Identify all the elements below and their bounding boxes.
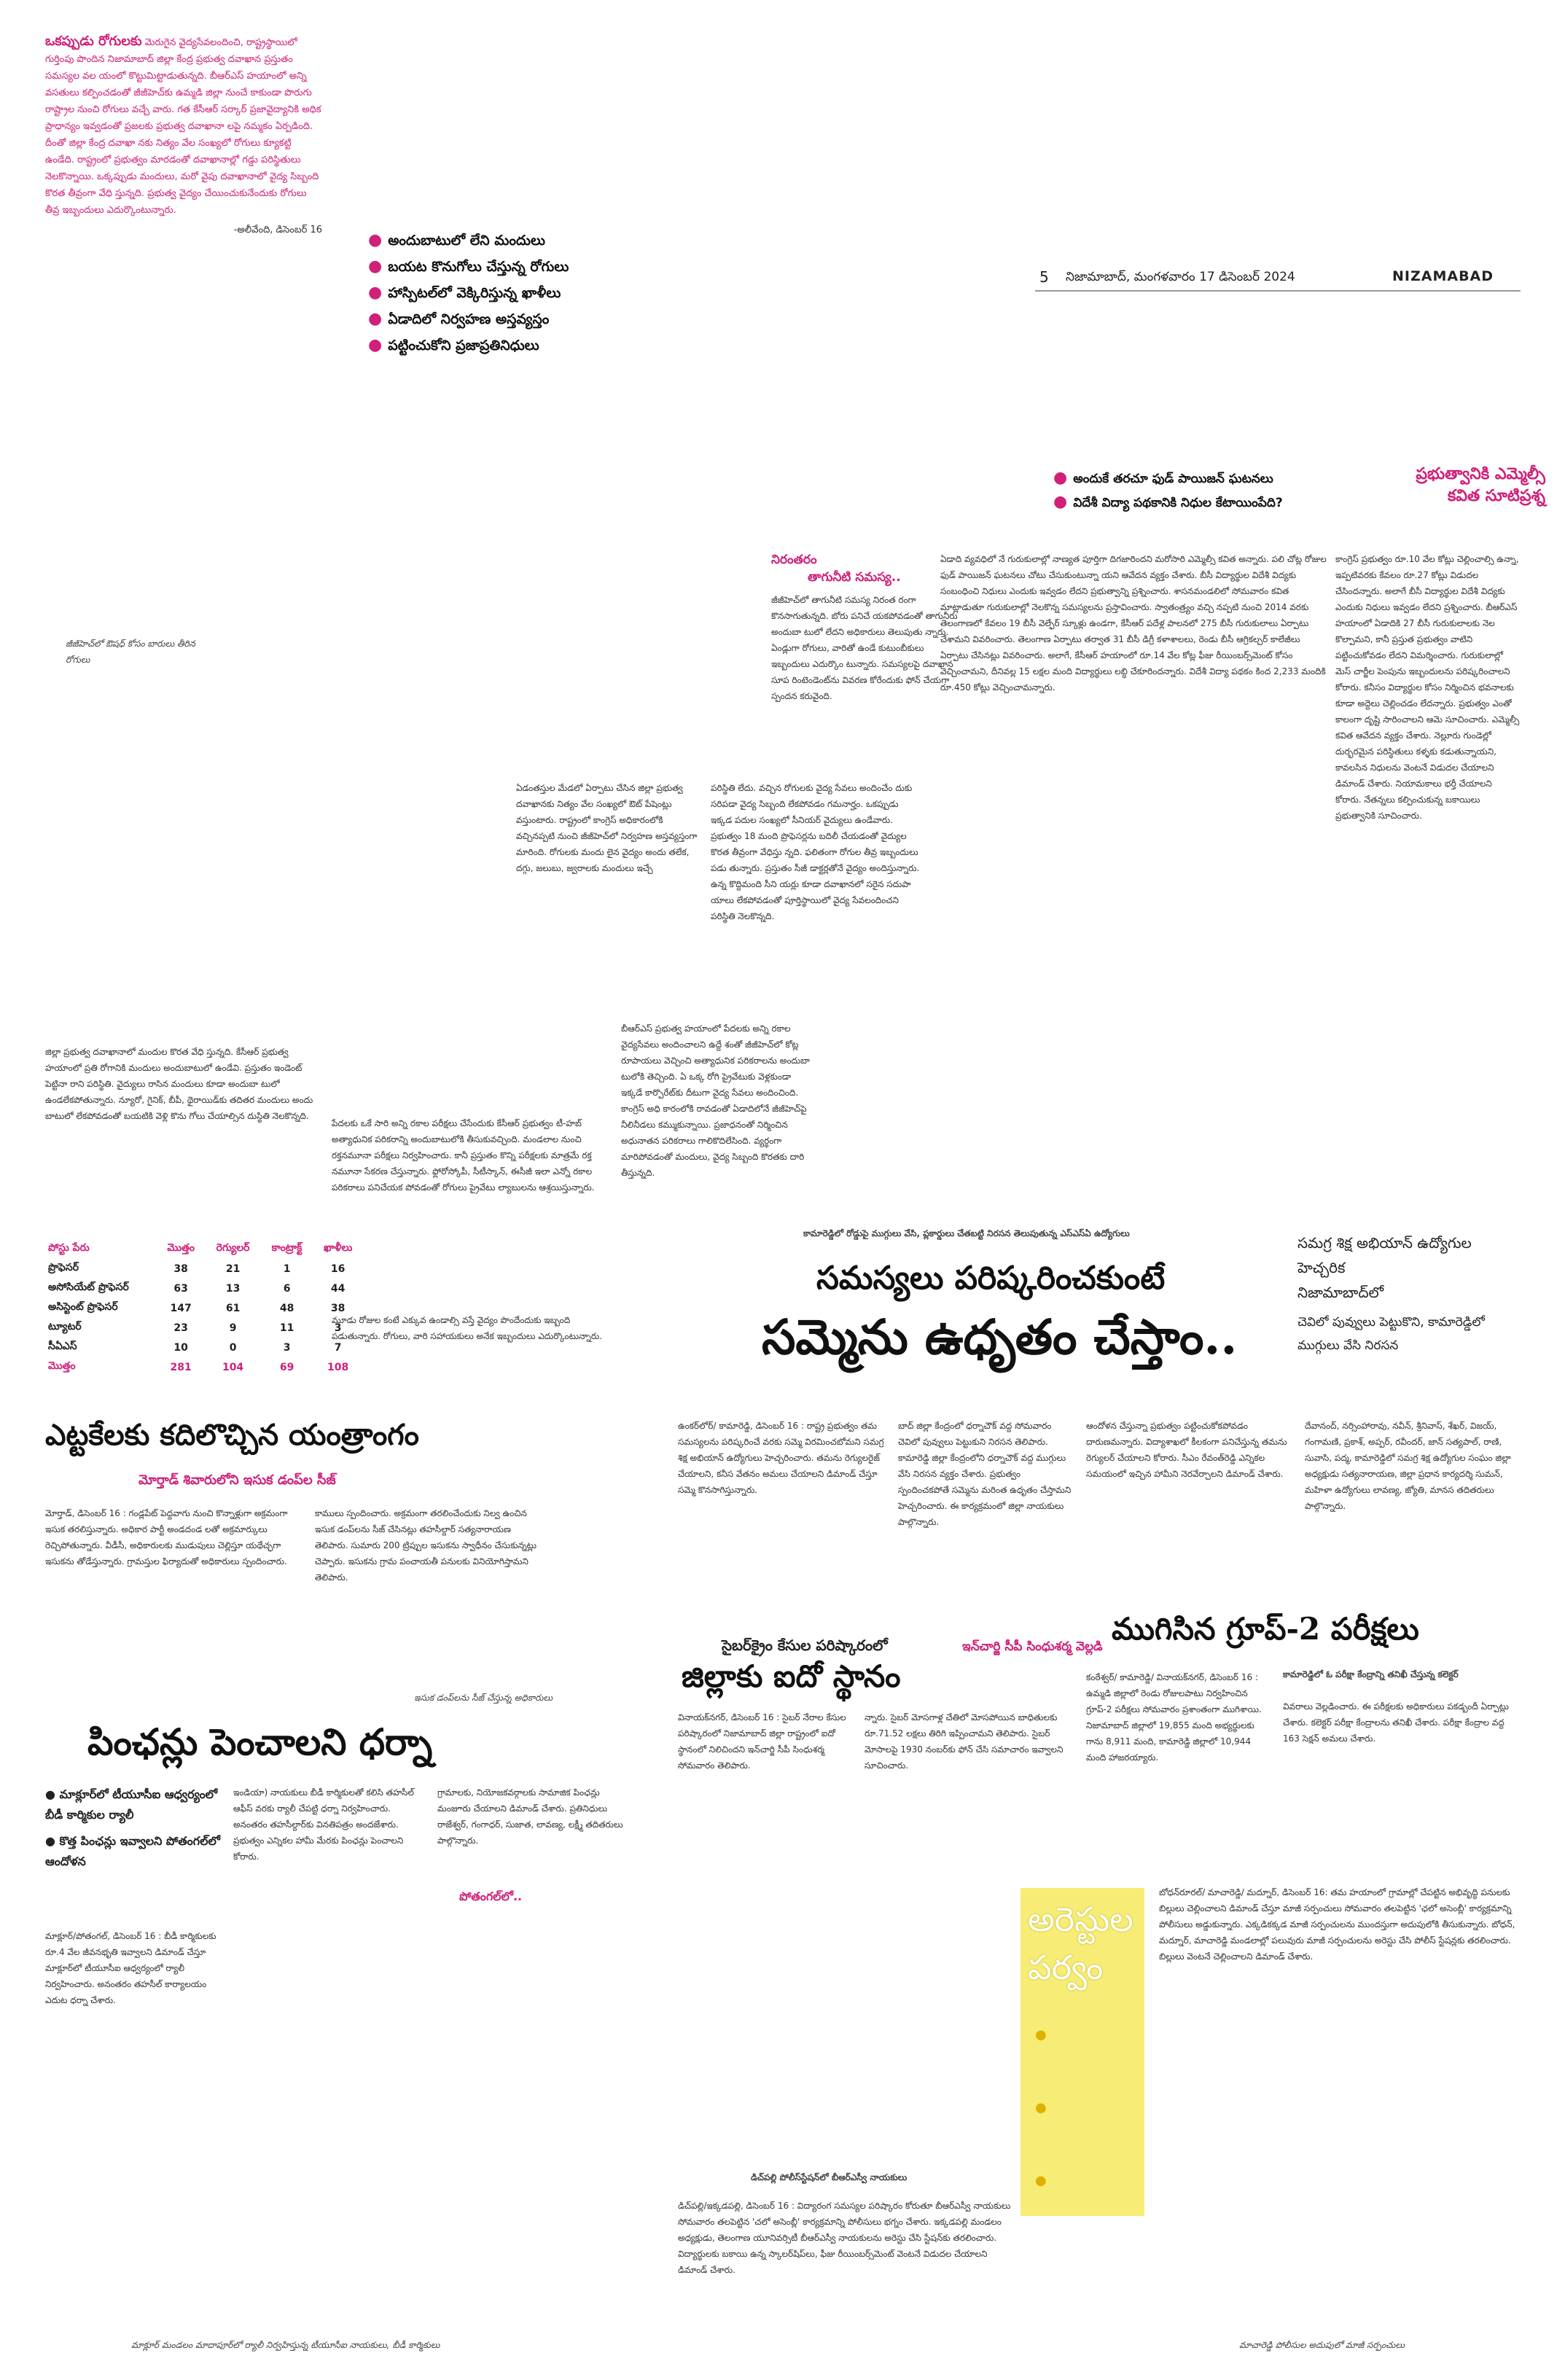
hospital-col-f: మూడు రోజుల కంటే ఎక్కువ ఉండాల్సి వస్తే వైద్యం పొందేందుకు ఇబ్బంది పడుతున్నారు. రోగులు, వారి సహాయకులు అనేక ఇబ్బందులు ఎదుర్కొంటున్నారు.: [332, 1315, 602, 1341]
intro-byline: -అలీవేంది, డిసెంబర్ 16: [233, 225, 322, 235]
intro-block: [45, 33, 322, 238]
arrests-headline-box: [1021, 1888, 1144, 2216]
table-row: [42, 1259, 363, 1279]
samagra-photo-caption: కామారెడ్డిలో రోడ్డుపై ముగ్గులు వేసి, ప్లకార్డులు చేతబట్టి నిరసన తెలుపుతున్న ఎస్ఎస్ఏ ఉద్యోగులు: [803, 1228, 1130, 1238]
mlc-body-col3: కాంగ్రెస్ ప్రభుత్వం రూ.10 వేల కోట్లు చెల్లించాల్సి ఉన్నా, ఇప్పటివరకు కేవలం రూ.27 కోట్లు విడుదల చేసిందన్నారు. అలాగే బీసీ విద్యార్థుల విదేశీ విద్యకు ఎందుకు నిధులు ఇవ్వడం లేదని ప్రశ్నించారు. బీఆర్ఎస్ హయాంలో ఏడాదికి 27 బీసీ గురుకులాలకు నెల కొల్పామని, కానీ ప్రస్తుత ప్రభుత్వం వాటిని పట్టించుకోవడం లేదని విమర్శించారు. గురుకులాల్లో మెస్ చార్జీల పెంపును ఇబ్బందులను పరిష్కరించాలని కోరారు. కనీసం విద్యార్థుల కోసం నిర్మించిన భవనాలకు కూడా అద్దెలు చెల్లించడం లేదన్నారు. ప్రభుత్వం ఎంతో కాలంగా దృష్టి సారించాలని ఆమె సూచించారు. ఎమ్మెల్సీ కవిత ఆవేదన వ్యక్తం చేశారు. నెల్లూరు గుండెల్లో దుర్భరమైన పరిస్థితులు కళ్ళకు కడుతున్నాయని, కావలసిన నిధులను వెంటనే విడుదల చేయాలని డిమాండ్ చేశారు. నియామకాలు భర్తీ చేయాలని కోరారు. నేతన్నలు కల్పించుకున్న బకాయిలు ప్రభుత్వానికి సూచించారు.: [1335, 554, 1520, 821]
pension-photo-caption: మాక్లూర్ మండలం మాదాపూర్‌లో ర్యాలీ నిర్వహిస్తున్న టీయూసీఐ నాయకులు, బీడీ కార్మికులు: [131, 2340, 440, 2350]
table-cell: 147: [170, 1302, 192, 1314]
group2-headline: ముగిసిన గ్రూప్-2 పరీక్షలు: [1112, 1611, 1419, 1647]
samagra-side-3: చెవిలో పువ్వులు పెట్టుకొని, కామారెడ్డిలో ముగ్గులు వేసి నిరసన: [1298, 1315, 1485, 1353]
water-body: జీజీహెచ్‌లో తాగునీటి సమస్య నిరంత రంగా కొనసాగుతున్నది. బోరు పనిచే యకపోవడంతో తాగునీరు అందుబా టులో లేదని అధికారులు తెలుపుతు న్నారు. ఏండ్లుగా రోగులు, వారితో ఉండే కుటుంబీకులు ఇబ్బందులు ఎదుర్కొం టున్నారు. సమస్యలపై దవాఖాన సూప రింటెండెంట్‌ను వివరణ కోరేందుకు ఫోన్ చేయగా స్పందన కరువైంది.: [771, 595, 958, 701]
arrests-headline: అరెస్టుల పర్వం: [1028, 1900, 1133, 1987]
intro-text: మెరుగైన వైద్యసేవలందించి, రాష్ట్రస్థాయిలో గుర్తింపు పొందిన నిజామాబాద్ జిల్లా కేంద్ర ప్రభుత్వ దవాఖాన ప్రస్తుతం సమస్యల వల యంలో కొట్టుమిట్టాడుతున్నది. బీఆర్ఎస్ హయాంలో అన్ని వసతులు కల్పించడంతో జీజీహెచ్‌కు ఉమ్మడి జిల్లా నుంచే కాకుండా పొరుగు రాష్ట్రాల నుంచి రోగులు వచ్చే వారు. గత కేసీఆర్ సర్కార్ ప్రజావైద్యానికి అధిక ప్రాధాన్యం ఇవ్వడంతో ప్రజలకు ప్రభుత్వ దవాఖానా లపై నమ్మకం ఏర్పడింది. దీంతో జిల్లా కేంద్ర దవాఖా నకు నిత్యం వేల సంఖ్యలో రోగులు క్యూకట్టి ఉండేది. రాష్ట్రంలో ప్రభుత్వం మారడంతో దవాఖానాల్లో గడ్డు పరిస్థితులు నెలకొన్నాయి. ఒక్కప్పుడు మందులు, మరో వైపు దవాఖానాలో వైద్య సిబ్బంది కొరత తీవ్రంగా వేధి స్తున్నది. ప్రభుత్వ వైద్యం చేయించుకునేందుకు రోగులు తీవ్ర ఇబ్బందులు ఎదుర్కొంటున్నారు.: [45, 37, 321, 216]
page-number: 5: [1039, 268, 1049, 286]
bullet-item: ● బయట కొనుగోలు చేస్తున్న రోగులు: [368, 257, 569, 276]
pension-body-3: గ్రామాలకు, నియోజకవర్గాలకు సామాజిక పింఛన్లు మంజూరు చేయాలని డిమాండ్ చేశారు. ప్రతినిధులు రాజేశ్వర్, గంగాధర్, సుజాత, లావణ్య, లక్ష్మీ తదితరులు పాల్గొన్నారు.: [437, 1787, 623, 1846]
hospital-col-b: పరిస్థితి లేదు. వచ్చిన రోగులకు వైద్య సేవలు అందించేం దుకు సరిపడా వైద్య సిబ్బంది లేకపోవడం గమనార్హం. ఒకప్పుడు ఇక్కడ పదుల సంఖ్యలో సీనియర్ వైద్యులు ఉండేవారు. ప్రభుత్వం 18 మంది ప్రొఫెసర్లను బదిలీ చేయడంతో వైద్యుల కొరత తీవ్రంగా వేధిస్తు న్నది. ఫలితంగా రోగుల తీవ్ర ఇబ్బందులు పడు తున్నారు. ప్రస్తుతం సీజీ డాక్టర్లతోనే వైద్యం అందిస్తున్నారు. ఉన్న కొద్దిమంది సీని యర్లు కూడా దవాఖానలో సరైన సదుపా యాలు లేకపోవడంతో పూర్తిస్థాయిలో వైద్య సేవలందించని పరిస్థితి నెలకొన్నది.: [711, 783, 920, 921]
group2-caption: కామారెడ్డిలో ఓ పరీక్షా కేంద్రాన్ని తనిఖీ చేస్తున్న కలెక్టర్: [1283, 1669, 1459, 1679]
bullet-icon: ●: [1035, 2027, 1047, 2042]
photo-caption-medicine-queue: జీజీహెచ్‌లో ఔషధ్ కోసం బారులు తీరిన రోగులు: [66, 639, 195, 665]
table-header-row: [42, 1239, 363, 1259]
table-header-cell: మొత్తం: [167, 1242, 195, 1254]
pension-headline: పింఛన్లు పెంచాలని ధర్నా: [87, 1720, 433, 1763]
table-cell: 63: [173, 1282, 188, 1295]
bullet-icon: ●: [368, 310, 383, 328]
table-header-cell: రెగ్యులర్: [216, 1242, 250, 1254]
dateline: నిజామాబాద్, మంగళవారం 17 డిసెంబర్ 2024: [1066, 270, 1295, 284]
machinery-headline: ఎట్టకేలకు కదిలొచ్చిన యంత్రాంగం: [45, 1418, 419, 1452]
table-cell: ప్రొఫెసర్: [48, 1262, 79, 1273]
table-cell: 23: [173, 1322, 188, 1334]
bullet-icon: ●: [368, 284, 383, 302]
table-cell: 21: [225, 1263, 241, 1275]
bullet-item: ● పట్టించుకోని ప్రజాప్రతినిధులు: [368, 336, 539, 354]
table-header-cell: కాంట్రాక్ట్: [271, 1242, 303, 1254]
samagra-body-4: దేవానంద్, నర్సింహారావు, నవీన్, శ్రీనివాస్, శేఖర్, విజయ్, గంగామణి, ప్రకాశ్, అప్పర్, రవీందర్, జాన్ సత్యపాల్, రాణి, సువాసి, పద్మ, కామారెడ్డిలో సమగ్ర శిక్ష ఉద్యోగుల సంఘం జిల్లా అధ్యక్షుడు సత్యనారాయణ, జిల్లా ప్రధాన కార్యదర్శి సుమన్, మహిళా ఉద్యోగులు లావణ్య, జ్యోతి, మానస తదితరులు పాల్గొన్నారు.: [1305, 1421, 1511, 1511]
table-total-row: [42, 1357, 363, 1377]
table-row: [42, 1338, 363, 1357]
samagra-side-2: నిజామాబాద్‌లో: [1298, 1284, 1384, 1301]
cyber-body-2: న్నారు. సైబర్ మోసగాళ్ల చేతిలో మోసపోయిన బాధితులకు రూ.71.52 లక్షలు తిరిగి ఇప్పించామని తెలిపారు. సైబర్ మోసాలపై 1930 నంబర్‌కు ఫోన్ చేసి సమాచారం ఇవ్వాలని సూచించారు.: [865, 1712, 1064, 1771]
machinery-body-2: కాములు స్పందించారు. అక్రమంగా తరలించేందుకు నిల్వ ఉంచిన ఇసుక డంప్‌లను సీజ్ చేసినట్లు తహసీల్దార్ సత్యనారాయణ తెలిపారు. సుమారు 200 ట్రిప్పుల ఇసుకను స్వాధీనం చేసుకున్నట్లు చెప్పారు. ఇసుకను గ్రామ పంచాయతీ పనులకు వినియోగిస్తామని తెలిపారు.: [315, 1508, 537, 1583]
group2-body-2: వివరాలు వెల్లడించారు. ఈ పరీక్షలకు అధికారులు పకడ్బందీ ఏర్పాట్లు చేశారు. కలెక్టర్ పరీక్షా కేంద్రాలను తనిఖీ చేశారు. పరీక్షా కేంద్రాల వద్ద 163 సెక్షన్ అమలు చేశారు.: [1283, 1701, 1509, 1744]
staff-vacancy-table: [42, 1239, 363, 1377]
dichpally-body: డిచ్‌పల్లి/ఇక్కడపల్లి, డిసెంబర్ 16 : విద్యారంగ సమస్యల పరిష్కారం కోరుతూ బీఆర్ఎస్వీ నాయకులు సోమవారం తలపెట్టిన 'చలో అసెంబ్లీ' కార్యక్రమాన్ని పోలీసులు భగ్నం చేశారు. ఇక్కడపల్లి మండలం అధ్యక్షుడు, తెలంగాణ యూనివర్సిటీ బీఆర్ఎస్వీ నాయకులను అరెస్టు చేసి స్టేషన్‌కు తరలించారు. విద్యార్థులకు బకాయి ఉన్న స్కాలర్‌షిప్‌లు, ఫీజు రీయింబర్స్‌మెంట్ వెంటనే విడుదల చేయాలని డిమాండ్ చేశారు.: [678, 2201, 1011, 2275]
mlc-kicker: ప్రభుత్వానికి ఎమ్మెల్సీ: [1416, 465, 1545, 483]
table-cell: 6: [283, 1282, 291, 1295]
table-cell: 1: [283, 1263, 291, 1275]
bullet-icon: ●: [368, 257, 383, 276]
bullet-item: ● కొత్త పింఛన్లు ఇవ్వాలని పోతంగల్‌లో ఆందోళన: [45, 1834, 220, 1868]
bullet-item: ● ఏడాదిలో నిర్వహణ అస్తవ్యస్తం: [368, 310, 550, 328]
header-rule: [1035, 290, 1521, 292]
pension-subhead: పోతంగల్‌లో..: [459, 1889, 523, 1903]
mlc-headline: [1363, 465, 1545, 509]
samagra-side-heads: [1298, 1230, 1516, 1357]
table-cell: 104: [222, 1361, 244, 1373]
samagra-headline-1: సమస్యలు పరిష్కరించకుంటే: [816, 1260, 1166, 1297]
bullet-item: ● అందుకే తరచూ ఫుడ్ పాయిజన్ ఘటనలు: [1053, 469, 1273, 487]
samagra-body-1: ఉంకర్‌లోర్/ కామారెడ్డి, డిసెంబర్ 16 : రాష్ట్ర ప్రభుత్వం తమ సమస్యలను పరిష్కరించే వరకు సమ్మె విరమించబోమని సమగ్ర శిక్ష అభియాన్ ఉద్యోగులు హెచ్చరించారు. తమను రెగ్యులరైజ్ చేయాలని, కనీస వేతనం అమలు చేయాలని డిమాండ్ చేస్తూ సమ్మె కొనసాగిస్తున్నారు.: [678, 1421, 884, 1495]
table-header-cell: పోస్టు పేరు: [48, 1242, 90, 1254]
table-cell: 38: [330, 1302, 346, 1314]
dichpally-caption: డిచ్‌పల్లి పోలీస్‌స్టేషన్‌లో బీఆర్ఎస్వీ నాయకులు: [751, 2172, 908, 2182]
table-cell: అసోసియేట్ ప్రొఫెసర్: [48, 1281, 129, 1293]
table-cell: 48: [279, 1302, 294, 1314]
pension-body-1: మాక్లూర్/పోతంగల్, డిసెంబర్ 16 : బీడీ కార్మికులకు రూ.4 వేల జీవనభృతి ఇవ్వాలని డిమాండ్ చేస్తూ మాక్లూర్‌లో టీయూసీఐ ఆధ్వర్యంలో ర్యాలీ నిర్వహించారు. అనంతరం తహసీల్ కార్యాలయం ఎదుట ధర్నా చేశారు.: [45, 1931, 216, 2005]
table-cell: 0: [229, 1341, 237, 1354]
arrests-body: బోధన్‌రూరల్/ మాచారెడ్డి/ మద్నూర్, డిసెంబర్ 16: తమ హయాంలో గ్రామాల్లో చేపట్టిన అభివృద్ధి పనులకు బిల్లులు చెల్లించాలని డిమాండ్ చేస్తూ మాజీ సర్పంచులు సోమవారం తలపెట్టిన 'ఛలో అసెంబ్లీ' కార్యక్రమాన్ని పోలీసులు అడ్డుకున్నారు. ఎక్కడికక్కడ మాజీ సర్పంచులను ముందస్తుగా అదుపులోకి తీసుకున్నారు. బోధన్, మద్నూర్, మాచారెడ్డి మండలాల్లో పలువురు మాజీ సర్పంచులను అరెస్టు చేసి పోలీస్ స్టేషన్లకు తరలించారు. బిల్లులు వెంటనే చెల్లించాలని డిమాండ్ చేశారు.: [1159, 1887, 1515, 1962]
table-cell: సీఏఎస్: [48, 1341, 77, 1352]
table-cell: 281: [170, 1361, 192, 1373]
pension-body-2: ఇండియా) నాయకులు బీడీ కార్మికులతో కలిసి తహసీల్ ఆఫీస్ వరకు ర్యాలీ చేపట్టి ధర్నా నిర్వహించారు. అనంతరం తహసీల్దార్‌కు వినతిపత్రం అందజేశారు. ప్రభుత్వం ఎన్నికల హామీ మేరకు పింఛన్లు పెంచాలని కోరారు.: [233, 1787, 414, 1862]
bullet-item: ● అందుబాటులో లేని మందులు: [368, 231, 545, 249]
mlc-title: కవిత సూటిప్రశ్న: [1447, 487, 1545, 505]
table-cell: 16: [330, 1263, 346, 1275]
table-cell: 10: [173, 1341, 188, 1354]
intro-lead: ఒకప్పుడు రోగులకు: [45, 34, 142, 49]
table-cell: అసిస్టెంట్ ప్రొఫెసర్: [48, 1301, 118, 1313]
machinery-subhead: మోర్తాడ్ శివారులోని ఇసుక డంప్‌ల సీజ్: [138, 1472, 336, 1488]
cyber-kicker: ఇన్‌చార్జి సీపీ సింధుశర్మ వెల్లడి: [962, 1639, 1103, 1654]
table-cell: 69: [279, 1361, 294, 1373]
group2-body: కంఠేశ్వర్/ కామారెడ్డి/ వినాయక్‌నగర్, డిసెంబర్ 16 : ఉమ్మడి జిల్లాలో రెండు రోజులపాటు నిర్వహించిన గ్రూప్-2 పరీక్షలు సోమవారం ప్రశాంతంగా ముగిశాయి. నిజామాబాద్ జిల్లాలో 19,855 మంది అభ్యర్థులకు గాను 8,911 మంది, కామారెడ్డి జిల్లాలో 10,944 మంది హాజరయ్యారు.: [1086, 1672, 1262, 1763]
bullet-icon: ●: [1053, 493, 1068, 511]
table-cell: ట్యూటర్: [48, 1321, 82, 1333]
table-cell: 3: [283, 1341, 291, 1354]
arrests-dots: [1021, 1999, 1144, 2217]
table-row: [42, 1298, 363, 1318]
pension-bullets: [45, 1784, 220, 1872]
bullet-item: ● మాక్లూర్‌లో టీయూసీఐ ఆధ్వర్యంలో బీడీ కార్మికుల ర్యాలీ: [45, 1787, 218, 1822]
samagra-side-1: సమగ్ర శిక్ష అభియాన్ ఉద్యోగుల హెచ్చరిక: [1298, 1234, 1472, 1276]
bullet-icon: ●: [45, 1834, 60, 1848]
hospital-col-d: బీఆర్ఎస్ ప్రభుత్వ హయాంలో పేదలకు అన్ని రకాల వైద్యసేవలు అందించాలని ఉద్దే శంతో జీజీహెచ్‌లో కోట్ల రూపాయలు వెచ్చించి అత్యాధునిక పరికరాలను అందుబా టులోకి తెచ్చింది. ఏ ఒక్క రోగి ప్రైవేటుకు వెళ్లకుండా ఇక్కడే కార్పొరేట్‌కు దీటుగా వైద్య సేవలు అందించింది. కాంగ్రెస్ అధి కారంలోకి రావడంతో ఏడాదిలోనే జీజీహెచ్‌పై నీలినీడలు కమ్ముకున్నాయి. ప్రజాధనంతో నిర్మించిన అధునాతన పరికరాలు గాలికొదిలేసింది. వ్యర్థంగా మారిపోవడంతో మందులు, వైద్య సిబ్బంది కొరతకు దారి తీస్తున్నది.: [621, 1023, 810, 1178]
cyber-body-1: వినాయక్‌నగర్, డిసెంబర్ 16 : సైబర్ నేరాల కేసుల పరిష్కారంలో నిజామాబాద్ జిల్లా రాష్ట్రంలో ఐదో స్థానంలో నిలిచిందని ఇన్‌చార్జి సీపీ సింధుశర్మ సోమవారం తెలిపారు.: [678, 1712, 846, 1771]
table-cell: 44: [330, 1282, 346, 1295]
machinery-body-1: మోర్తాడ్, డిసెంబర్ 16 : గండ్లపేట్ పెద్దవాగు నుంచి కొన్నాళ్లుగా అక్రమంగా ఇసుక తరలిస్తున్నారు. అధికార పార్టీ అండదండ లతో అక్రమార్కులు రెచ్చిపోతున్నారు. వీడీసీ, అధికారులకు ముడుపులు చెల్లిస్తూ యథేచ్ఛగా ఇసుకను తోడేస్తున్నారు. గ్రామస్తుల ఫిర్యాదుతో అధికారులు స్పందించారు.: [45, 1508, 288, 1566]
bullet-icon: ●: [1035, 2173, 1047, 2188]
cyber-headline: జిల్లాకు ఐదో స్థానం: [682, 1658, 901, 1694]
bullet-icon: ●: [368, 336, 383, 354]
table-cell: 7: [334, 1341, 342, 1354]
table-row: [42, 1318, 363, 1338]
table-cell: 108: [327, 1361, 349, 1373]
machinery-caption: ఇసుక డంప్‌లను సీజ్ చేస్తున్న అధికారులు: [414, 1693, 553, 1703]
samagra-body-3: ఆందోళన చేస్తున్నా ప్రభుత్వం పట్టించుకోకపోవడం దారుణమన్నారు. విద్యాశాఖలో కీలకంగా పనిచేస్తున్న తమను రెగ్యులర్ చేయాలని కోరారు. సీఎం రేవంత్‌రెడ్డి ఎన్నికల సమయంలో ఇచ్చిన హామీని నెరవేర్చాలని డిమాండ్ చేశారు.: [1086, 1421, 1287, 1479]
table-cell: 61: [225, 1302, 241, 1314]
table-header-cell: ఖాళీలు: [323, 1242, 353, 1254]
table-cell: మొత్తం: [48, 1360, 76, 1372]
table-row: [42, 1279, 363, 1298]
cyber-headline-small: సైబర్‌క్రైం కేసుల పరిష్కారంలో: [722, 1636, 888, 1654]
water-subhead-1: నిరంతరం: [771, 553, 817, 567]
table-cell: 11: [279, 1322, 294, 1334]
arrests-caption: మాచారెడ్డి పోలీసుల అదుపులో మాజీ సర్పంచులు: [1239, 2340, 1405, 2350]
table-cell: 9: [229, 1322, 237, 1334]
edition-name: NIZAMABAD: [1392, 268, 1494, 284]
bullet-icon: ●: [1053, 469, 1068, 487]
hospital-col-c: జిల్లా ప్రభుత్వ దవాఖానాలో మందుల కొరత వేధి స్తున్నది. కేసీఆర్ ప్రభుత్వ హయాంలో ప్రతి రోగానికి మందులు అందుబాటులో ఉండేవి. ప్రస్తుతం ఇండెంట్ పెట్టినా రాని పరిస్థితి. వైద్యులు రాసిన మందులు కూడా అందుబా టులో ఉండలేకపోతున్నారు. న్యూరో, గైనిక్, బీపీ, థైరాయిడ్‌కు తదితర మందులు అందు బాటులో లేకపోవడంతో బయటికి వెళ్లి కొను గోలు చేయాల్సిన దుస్థితి నెలకొన్నది.: [45, 1047, 313, 1121]
mlc-body-col2: ఏడాది వ్యవధిలో నే గురుకులాల్లో నాణ్యత పూర్తిగా దిగజారిందని మరోసారి ఎమ్మెల్సీ కవిత అన్నారు. పలి చోట్ల రోజుల ఫుడ్ పాయిజన్ ఘటనలు చోటు చేసుకుంటున్నా యని ఆవేదన వ్యక్తం చేశారు. బీసీ విద్యార్థుల విదేశీ విద్యకు సంబంధించి నిధులు ఎందుకు ఇవ్వడం లేదని ప్రభుత్వాన్ని ప్రశ్నించారు. శాసనమండలిలో సోమవారం కవిత మాట్లాడుతూ గురుకులాల్లో నెలకొన్న సమస్యలను ప్రస్తావించారు. స్వాతంత్ర్యం వచ్చి నప్పటి నుంచి 2014 వరకు తెలంగాణలో కేవలం 19 బీసీ వెల్ఫేర్ స్కూళ్లు ఉండగా, కేసీఆర్ పదేళ్ల పాలనలో 275 బీసీ గురుకులాలు ఏర్పాటు చేశామని వివరించారు. తెలంగాణ ఏర్పాటు తర్వాత 31 బీసీ డిగ్రీ కళాశాలలు, రెండు బీసీ ఆగ్రికల్చర్ కాలేజీలు ఏర్పాటు చేసినట్లు వివరించారు. అలాగే, కేసీఆర్ హయాంలో రూ.14 వేల కోట్ల ఫీజు రీయింబర్స్‌మెంట్ కోసం వెచ్చించామని, దీనివల్ల 15 లక్షల మంది విద్యార్థులు లబ్ధి చేకూరిందన్నారు. విదేశీ విద్యా పథకం కింద 2,233 మందికి రూ.450 కోట్లు వెచ్చించామన్నారు.: [940, 554, 1327, 692]
table-cell: 38: [173, 1263, 188, 1275]
table-cell: 3: [334, 1322, 342, 1334]
samagra-headline-2: సమ్మెను ఉధృతం చేస్తాం..: [762, 1308, 1238, 1365]
bullet-icon: ●: [1035, 2100, 1047, 2115]
samagra-body-2: బాద్ జిల్లా కేంద్రంలో ధర్నాచౌక్ వద్ద సోమవారం చెవిలో పువ్వులు పెట్టుకుని నిరసన తెలిపారు. కామారెడ్డి జిల్లా కేంద్రంలోని ధర్నాచౌక్ వద్ద ముగ్గులు వేసి నిరసన వ్యక్తం చేశారు. ప్రభుత్వం స్పందించకపోతే సమ్మెను మరింత ఉధృతం చేస్తామని హెచ్చరించారు. ఈ కార్యక్రమంలో జిల్లా నాయకులు పాల్గొన్నారు.: [898, 1421, 1072, 1527]
hospital-col-e: పేదలకు ఒకే సారి అన్ని రకాల పరీక్షలు చేసేందుకు కేసీఆర్ ప్రభుత్వం టీ-హబ్ అత్యాధునిక పరికరాన్ని అందుబాటులోకి తీసుకువచ్చింది. మండలాల నుంచి రక్తనమూనా పరీక్షలు నిర్వహించారు. కానీ ప్రస్తుతం కొన్ని పరీక్షలకు మాత్రమే రక్త నమూనా సేకరణ చేస్తున్నారు. ఫ్లోరోస్కోపీ, సీటీస్కాన్, ఈసీజీ ఇలా ఎన్నో రకాల పరికరాలు పనిచేయక పోవడంతో రోగులు ప్రైవేటు ల్యాబులను ఆశ్రయిస్తున్నారు.: [332, 1118, 595, 1193]
bullet-icon: ●: [45, 1787, 60, 1801]
top-bullets: [368, 227, 776, 359]
bullet-item: ● విదేశీ విద్యా పథకానికి నిధుల కేటాయింపేది?: [1053, 493, 1283, 511]
bullet-item: ● హాస్పిటల్‌లో వెక్కిరిస్తున్న ఖాళీలు: [368, 284, 561, 302]
bullet-icon: ●: [368, 231, 383, 249]
hospital-col-a: ఏడంతస్తుల మేడలో ఏర్పాటు చేసిన జిల్లా ప్రభుత్వ దవాఖానకు నిత్యం వేల సంఖ్యలో ఔట్ పేషెంట్లు వస్తుంటారు. రాష్ట్రంలో కాంగ్రెస్ అధికారంలోకి వచ్చినప్పటి నుంచి జీజీహెచ్‌లో నిర్వహణ అస్తవ్యస్తంగా మారింది. రోగులకు మందు లైన వైద్యం అందు తలేక, దగ్గు, జలుబు, జ్వరాలకు మందులు ఇచ్చే: [516, 783, 698, 873]
table-cell: 13: [225, 1282, 241, 1295]
water-subhead-2: తాగునీటి సమస్య..: [808, 570, 901, 585]
